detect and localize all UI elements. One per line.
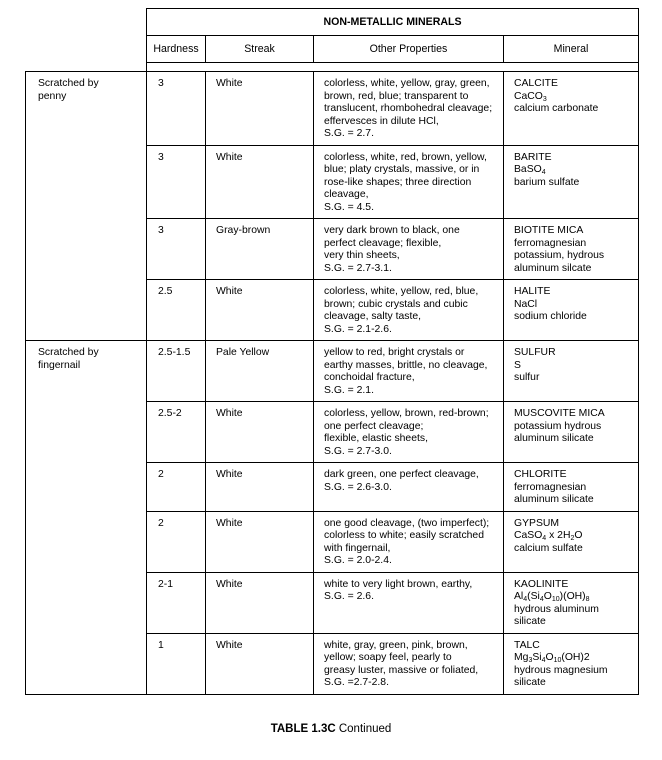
mineral-description: calcium sulfate xyxy=(514,542,583,554)
properties-cell xyxy=(314,280,504,341)
header-other-properties: Other Properties xyxy=(314,36,504,63)
mineral-name: HALITE xyxy=(514,286,551,297)
table-title: NON-METALLIC MINERALS xyxy=(147,9,639,36)
properties-cell xyxy=(314,633,504,694)
streak-cell: White xyxy=(206,572,314,633)
mineral-formula: $Mg_3Si_4O_{10}(OH)2$ xyxy=(514,652,590,664)
property-line: white, gray, green, pink, brown, xyxy=(324,639,468,651)
mineral-cell xyxy=(504,463,639,512)
mineral-cell xyxy=(504,341,639,402)
streak-cell: Pale Yellow xyxy=(206,341,314,402)
title-row xyxy=(26,9,639,36)
mineral-name: BIOTITE MICA xyxy=(514,225,584,236)
property-line: cleavage, salty taste, xyxy=(324,311,422,322)
property-line: colorless, white, yellow, red, blue, xyxy=(324,286,479,297)
properties-cell xyxy=(314,572,504,633)
hardness-cell: 2.5-2 xyxy=(147,402,206,463)
hardness-cell: 2.5-1.5 xyxy=(147,341,206,402)
header-mineral: Mineral xyxy=(504,36,639,63)
properties-cell xyxy=(314,72,504,146)
mineral-formula: NaCl xyxy=(514,298,538,310)
property-line: rose-like shapes; three direction xyxy=(324,176,472,188)
property-line: flexible, elastic sheets, xyxy=(324,433,428,444)
properties-cell xyxy=(314,145,504,219)
streak-cell: White xyxy=(206,633,314,694)
hardness-cell: 1 xyxy=(147,633,206,694)
mineral-formula: CaSO$_4$ x $2H_2O$ xyxy=(514,530,583,542)
mineral-cell xyxy=(504,219,639,280)
mineral-cell xyxy=(504,72,639,146)
streak-cell: White xyxy=(206,402,314,463)
property-line: S.G. = 2.7-3.0. xyxy=(324,445,392,457)
property-line: conchoidal fracture, xyxy=(324,372,415,383)
mineral-description: barium sulfate xyxy=(514,176,580,188)
mineral-name: MUSCOVITE MICA xyxy=(514,408,605,419)
mineral-description: sodium chloride xyxy=(514,311,587,322)
spacer-row xyxy=(26,63,639,72)
property-line: one good cleavage, (two imperfect); xyxy=(324,517,490,529)
mineral-description: sulfur xyxy=(514,372,540,383)
hardness-cell: 2 xyxy=(147,463,206,512)
property-line: one perfect cleavage; xyxy=(324,420,424,432)
property-line: yellow to red, bright crystals or xyxy=(324,347,465,358)
header-hardness: Hardness xyxy=(147,36,206,63)
property-line: colorless, white, red, brown, yellow, xyxy=(324,151,487,163)
streak-cell: White xyxy=(206,463,314,512)
hardness-cell: 3 xyxy=(147,145,206,219)
mineral-name: KAOLINITE xyxy=(514,578,569,590)
category-cell xyxy=(26,341,147,695)
category-cell xyxy=(26,72,147,341)
mineral-formula: BaSO$_4$ xyxy=(514,164,546,176)
mineral-name: TALC xyxy=(514,639,540,651)
property-line: white to very light brown, earthy, xyxy=(324,578,473,590)
property-line: with fingernail, xyxy=(324,542,391,554)
table-row xyxy=(26,72,639,146)
mineral-description: potassium hydrous aluminum silicate xyxy=(514,420,602,444)
mineral-description: ferromagnesian potassium, hydrous aluminum silcate xyxy=(514,237,605,274)
hardness-cell: 3 xyxy=(147,72,206,146)
property-line: brown, red, blue; transparent to xyxy=(324,90,469,102)
property-line: perfect cleavage; flexible, xyxy=(324,237,442,249)
property-line: blue; platy crystals, massive, or in xyxy=(324,164,480,175)
property-line: dark green, one perfect cleavage, xyxy=(324,469,479,480)
table-row xyxy=(26,341,639,402)
property-line: translucent, rhombohedral cleavage; xyxy=(324,103,493,114)
property-line: brown; cubic crystals and cubic xyxy=(324,298,468,310)
hardness-cell: 2.5 xyxy=(147,280,206,341)
mineral-formula: S xyxy=(514,359,521,371)
hardness-cell: 2 xyxy=(147,511,206,572)
property-line: effervesces in dilute HCl, xyxy=(324,115,439,127)
mineral-name: SULFUR xyxy=(514,347,556,358)
mineral-description: hydrous magnesium silicate xyxy=(514,664,608,688)
property-line: S.G. = 2.6. xyxy=(324,591,374,602)
mineral-description: ferromagnesian aluminum silicate xyxy=(514,481,594,505)
mineral-formula: CaCO$_3$ xyxy=(514,90,547,103)
property-line: cleavage, xyxy=(324,189,369,200)
mineral-cell xyxy=(504,145,639,219)
property-line: yellow; soapy feel, pearly to xyxy=(324,652,452,663)
property-line: S.G. = 2.6-3.0. xyxy=(324,481,392,493)
property-line: colorless to white; easily scratched xyxy=(324,530,484,541)
property-line: very thin sheets, xyxy=(324,250,400,261)
mineral-description: calcium carbonate xyxy=(514,103,599,114)
hardness-cell: 3 xyxy=(147,219,206,280)
property-line: S.G. = 2.7. xyxy=(324,128,374,139)
property-line: S.G. =2.7-2.8. xyxy=(324,677,389,688)
header-streak: Streak xyxy=(206,36,314,63)
properties-cell xyxy=(314,402,504,463)
streak-cell: Gray-brown xyxy=(206,219,314,280)
property-line: very dark brown to black, one xyxy=(324,225,460,236)
mineral-name: GYPSUM xyxy=(514,517,560,529)
mineral-cell xyxy=(504,572,639,633)
caption-label: TABLE 1.3C xyxy=(270,723,336,735)
properties-cell xyxy=(314,511,504,572)
property-line: greasy luster, massive or foliated, xyxy=(324,664,479,676)
mineral-cell xyxy=(504,402,639,463)
header-row xyxy=(26,36,639,63)
property-line: S.G. = 2.7-3.1. xyxy=(324,262,392,274)
property-line: colorless, white, yellow, gray, green, xyxy=(324,78,490,89)
property-line: S.G. = 4.5. xyxy=(324,201,374,213)
minerals-table xyxy=(25,8,639,695)
mineral-cell xyxy=(504,633,639,694)
streak-cell: White xyxy=(206,511,314,572)
property-line: S.G. = 2.0-2.4. xyxy=(324,555,392,566)
properties-cell xyxy=(314,463,504,512)
hardness-cell: 2-1 xyxy=(147,572,206,633)
mineral-cell xyxy=(504,511,639,572)
properties-cell xyxy=(314,219,504,280)
property-line: S.G. = 2.1. xyxy=(324,384,374,396)
mineral-cell xyxy=(504,280,639,341)
mineral-description: hydrous aluminum silicate xyxy=(514,603,599,627)
mineral-name: CALCITE xyxy=(514,78,558,89)
caption-text: Continued xyxy=(338,723,392,735)
category-label: Scratched by fingernail xyxy=(38,347,99,371)
streak-cell: White xyxy=(206,145,314,219)
mineral-name: BARITE xyxy=(514,151,552,163)
table-caption xyxy=(0,723,662,735)
category-label: Scratched by penny xyxy=(38,78,99,102)
mineral-formula: $Al_4(Si_4O_{10})(OH)_8$ xyxy=(514,591,590,603)
streak-cell: White xyxy=(206,72,314,146)
properties-cell xyxy=(314,341,504,402)
property-line: S.G. = 2.1-2.6. xyxy=(324,323,392,335)
property-line: earthy masses, brittle, no cleavage, xyxy=(324,359,488,371)
property-line: colorless, yellow, brown, red-brown; xyxy=(324,408,489,419)
mineral-name: CHLORITE xyxy=(514,469,567,480)
streak-cell: White xyxy=(206,280,314,341)
